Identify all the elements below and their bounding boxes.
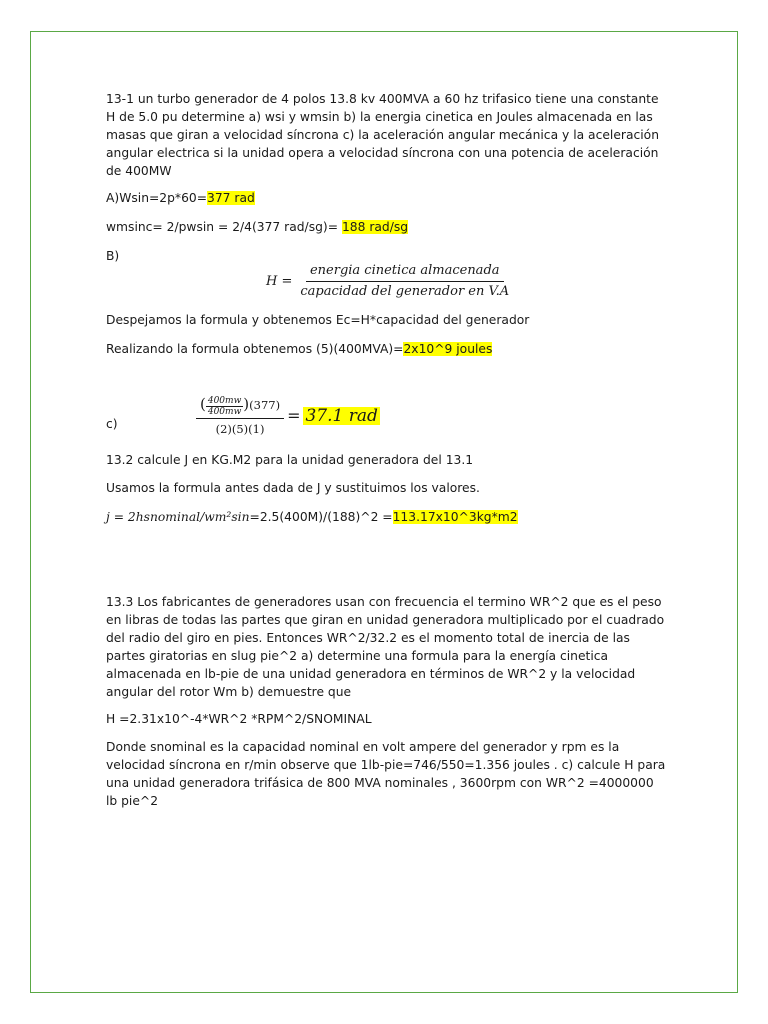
answer-c-label: c) xyxy=(106,417,118,431)
j-result: 113.17x10^3kg*m2 xyxy=(392,510,518,524)
c-equation xyxy=(196,395,380,438)
realizando-line xyxy=(106,340,492,358)
j-formula-line xyxy=(106,508,518,526)
c-denominator: (2)(5)(1) xyxy=(215,421,265,436)
answer-a-line xyxy=(106,189,255,207)
wmsinc-result: 188 rad/sg xyxy=(341,220,409,234)
c-inner-num: 400mw xyxy=(207,395,242,406)
problem-13-2-statement: 13.2 calcule J en KG.M2 para la unidad generadora del 13.1 xyxy=(106,453,474,467)
h-lhs: H = xyxy=(266,273,293,289)
realizando-text: Realizando la formula obtenemos (5)(400MVA)= xyxy=(106,342,404,356)
h-fraction xyxy=(296,262,513,301)
despejamos-line: Despejamos la formula y obtenemos Ec=H*capacidad del generador xyxy=(106,313,530,327)
c-factor: (377) xyxy=(249,398,281,412)
c-open-paren: ( xyxy=(200,395,206,413)
problem-13-3-statement: 13.3 Los fabricantes de generadores usan con frecuencia el termino WR^2 que es el peso en libras de todas las partes que giran en unidad generadora multiplicado por el cuadrado del radio del giro en pies. Entonces WR^2/32.2 es el momento total de inercia de las partes giratorias en slug pie^2 a) determine una formula para la energía cinetica almacenada en lb-pie de una unidad generadora en términos de WR^2 y la velocidad angular del rotor Wm b) demuestre que xyxy=(106,595,665,699)
c-close-paren: ) xyxy=(243,395,250,413)
j-formula-italic: j = 2hsnominal/wm²sin xyxy=(106,510,250,524)
answer-c-row xyxy=(106,395,666,445)
h-denominator: capacidad del generador en V.A xyxy=(300,284,510,299)
h-equation xyxy=(266,262,513,301)
usamos-line: Usamos la formula antes dada de J y sustituimos los valores. xyxy=(106,481,480,495)
h-wr2-formula: H =2.31x10^-4*WR^2 *RPM^2/SNOMINAL xyxy=(106,712,372,726)
c-result: 37.1 rad xyxy=(305,406,378,427)
c-inner-den: 400mw xyxy=(207,406,242,417)
answer-a-result: 377 rad xyxy=(207,191,255,205)
problem-13-1-statement: 13-1 un turbo generador de 4 polos 13.8 kv 400MVA a 60 hz trifasico tiene una constante H de 5.0 pu determine a) wsi y wmsin b) la energia cinetica en Joules almacenada en las masas que giran a velocidad síncrona c) la aceleración angular mecánica y la aceleración angular electrica si la unidad opera a velocidad síncrona con una potencia de aceleración de 400MW xyxy=(106,92,659,178)
answer-a-label: A)Wsin=2p*60= xyxy=(106,191,208,205)
donde-paragraph: Donde snominal es la capacidad nominal en volt ampere del generador y rpm es la velocidad síncrona en r/min observe que 1lb-pie=746/550=1.356 joules . c) calcule H para una unidad generadora trifásica de 800 MVA nominales , 3600rpm con WR^2 =4000000 lb pie^2 xyxy=(106,740,666,808)
answer-b-label: B) xyxy=(106,249,120,263)
realizando-result: 2x10^9 joules xyxy=(403,342,493,356)
j-formula-rest: =2.5(400M)/(188)^2 = xyxy=(249,510,393,524)
c-inner-fraction xyxy=(206,396,243,417)
c-equals: = xyxy=(287,406,301,426)
wmsinc-line xyxy=(106,218,408,236)
wmsinc-text: wmsinc= 2/pwsin = 2/4(377 rad/sg)= xyxy=(106,220,342,234)
c-fraction xyxy=(196,395,284,438)
h-numerator: energia cinetica almacenada xyxy=(306,262,504,282)
c-numerator xyxy=(196,395,284,419)
